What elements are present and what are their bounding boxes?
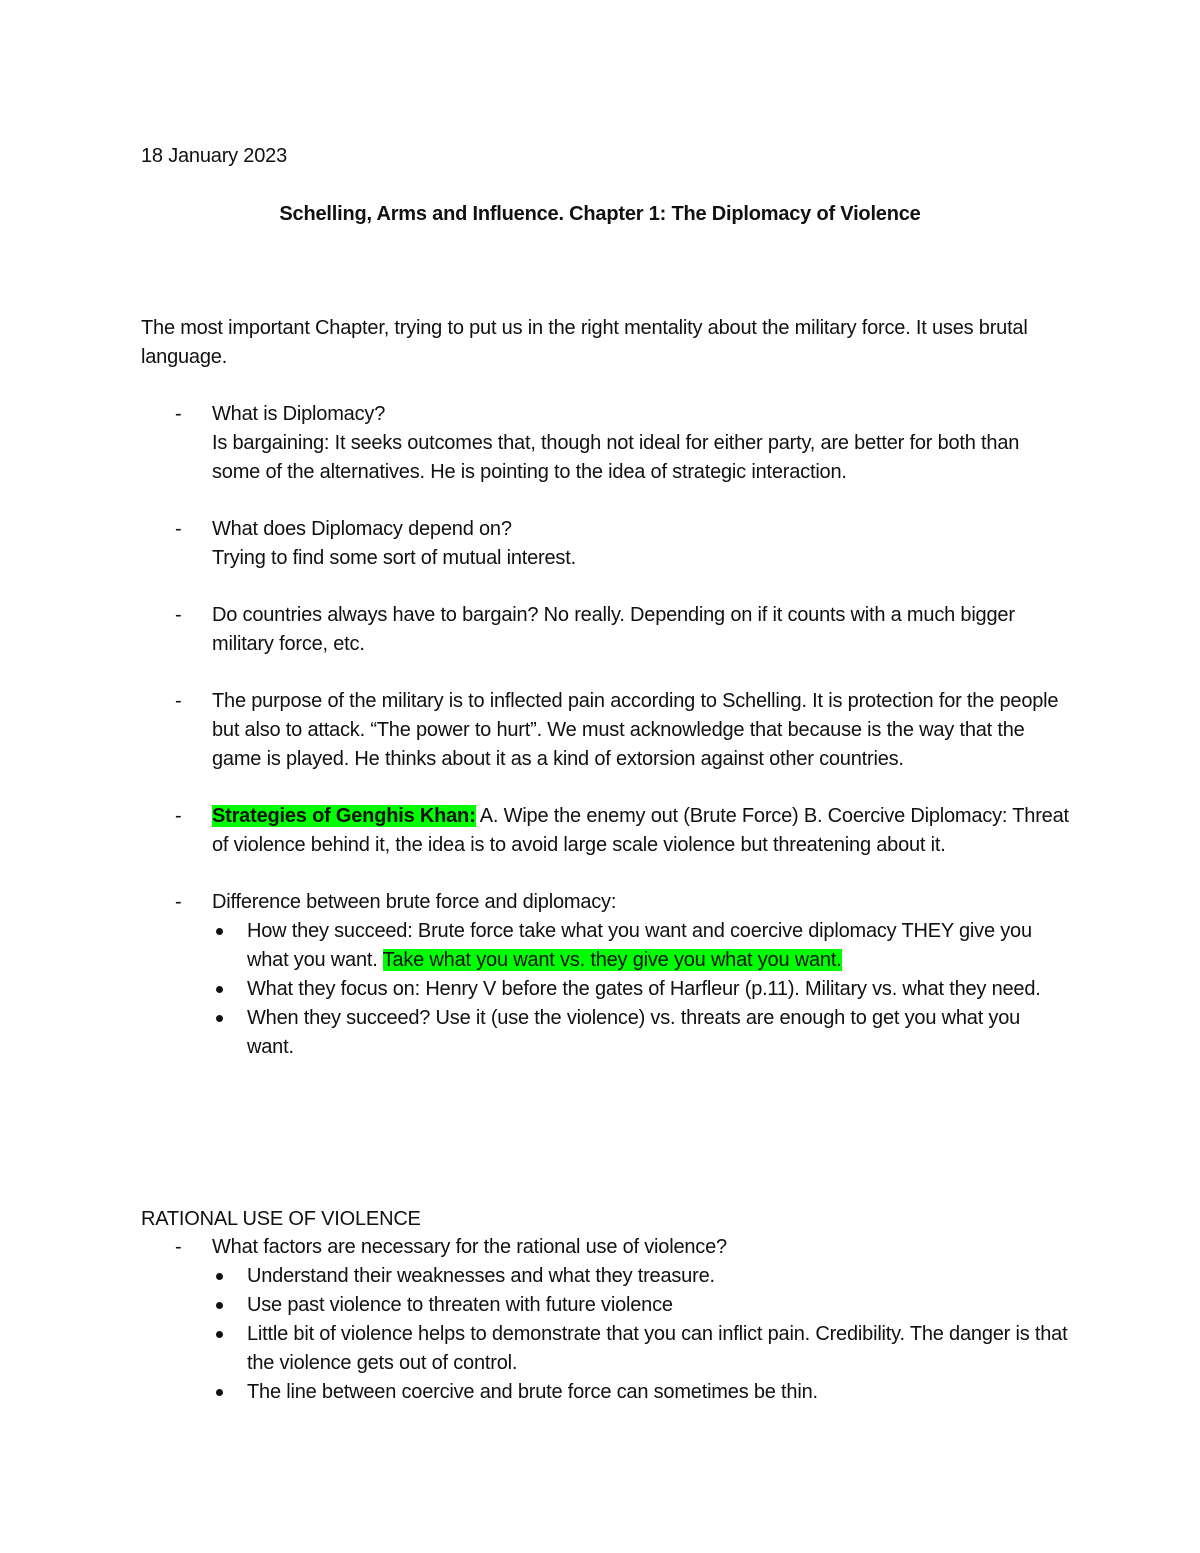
bullet-icon xyxy=(216,1015,223,1022)
item-question: What is Diplomacy? xyxy=(212,403,386,425)
bullet-icon xyxy=(216,928,223,935)
section-heading-rational-violence: RATIONAL USE OF VIOLENCE xyxy=(141,1208,421,1230)
list-item-purpose-military xyxy=(141,687,1071,774)
dash-marker: - xyxy=(175,604,182,626)
item-text: Do countries always have to bargain? No really. Depending on if it counts with a much bigger military force, etc. xyxy=(212,604,1015,655)
list-item-bargain xyxy=(141,601,1071,659)
bullet-text: When they succeed? Use it (use the violence) vs. threats are enough to get you what you want. xyxy=(247,1007,1021,1058)
rational-list xyxy=(141,1233,1071,1407)
bullet-text: Understand their weaknesses and what they treasure. xyxy=(247,1265,715,1287)
dash-marker: - xyxy=(175,690,182,712)
dash-marker: - xyxy=(175,1236,182,1258)
notes-list xyxy=(141,400,1071,1062)
intro-paragraph: The most important Chapter, trying to put us in the right mentality about the military force. It uses brutal language. xyxy=(141,317,1028,368)
bullet-text: Little bit of violence helps to demonstrate that you can inflict pain. Credibility. The danger is that the violence gets out of control. xyxy=(247,1323,1068,1374)
highlighted-heading: Strategies of Genghis Khan: xyxy=(212,805,476,827)
item-text: The purpose of the military is to inflected pain according to Schelling. It is protection for the people but also to attack. “The power to hurt”. We must acknowledge that because is the way that the game is played. He thinks about it as a kind of extorsion against other countries. xyxy=(212,690,1059,770)
item-answer: Is bargaining: It seeks outcomes that, though not ideal for either party, are better for both than some of the alternatives. He is pointing to the idea of strategic interaction. xyxy=(212,432,1020,483)
dash-marker: - xyxy=(175,518,182,540)
item-heading: Difference between brute force and diplomacy: xyxy=(212,891,617,913)
bullet-icon xyxy=(216,1389,223,1396)
bullet-icon xyxy=(216,1302,223,1309)
list-item-genghis-khan xyxy=(141,802,1071,860)
list-item-what-is-diplomacy xyxy=(141,400,1071,487)
dash-marker: - xyxy=(175,805,182,827)
bullet-item-focus xyxy=(212,975,1071,1004)
bullet-item-how-succeed xyxy=(212,917,1071,975)
document-title: Schelling, Arms and Influence. Chapter 1: The Diplomacy of Violence xyxy=(279,203,921,225)
bullet-item-when-succeed xyxy=(212,1004,1071,1062)
bullet-list xyxy=(212,917,1071,1062)
list-item-diplomacy-depend xyxy=(141,515,1071,573)
dash-marker: - xyxy=(175,403,182,425)
list-item-rational-factors xyxy=(141,1233,1071,1407)
bullet-icon xyxy=(216,986,223,993)
item-text xyxy=(212,802,1071,860)
dash-marker: - xyxy=(175,891,182,913)
bullet-item-thin-line xyxy=(212,1378,1071,1407)
bullet-icon xyxy=(216,1331,223,1338)
item-body: A. Wipe the enemy out (Brute Force) B. Coercive Diplomacy: Threat of violence behind it, the idea is to avoid large scale violence but threatening about it. xyxy=(212,805,1069,856)
bullet-text: How they succeed: Brute force take what you want and coercive diplomacy THEY give you what you want. xyxy=(247,920,1032,971)
item-question: What factors are necessary for the rational use of violence? xyxy=(212,1236,727,1258)
bullet-item-weaknesses xyxy=(212,1262,1071,1291)
bullet-list xyxy=(212,1262,1071,1407)
item-answer: Trying to find some sort of mutual interest. xyxy=(212,547,576,569)
bullet-text: The line between coercive and brute force can sometimes be thin. xyxy=(247,1381,818,1403)
highlighted-text: Take what you want vs. they give you what you want. xyxy=(382,949,842,971)
list-item-difference xyxy=(141,888,1071,1062)
document-date: 18 January 2023 xyxy=(141,145,288,167)
bullet-icon xyxy=(216,1273,223,1280)
bullet-text: Use past violence to threaten with future violence xyxy=(247,1294,673,1316)
bullet-text: What they focus on: Henry V before the gates of Harfleur (p.11). Military vs. what they need. xyxy=(247,978,1041,1000)
bullet-item-past-violence xyxy=(212,1291,1071,1320)
item-question: What does Diplomacy depend on? xyxy=(212,518,512,540)
bullet-item-credibility xyxy=(212,1320,1071,1378)
